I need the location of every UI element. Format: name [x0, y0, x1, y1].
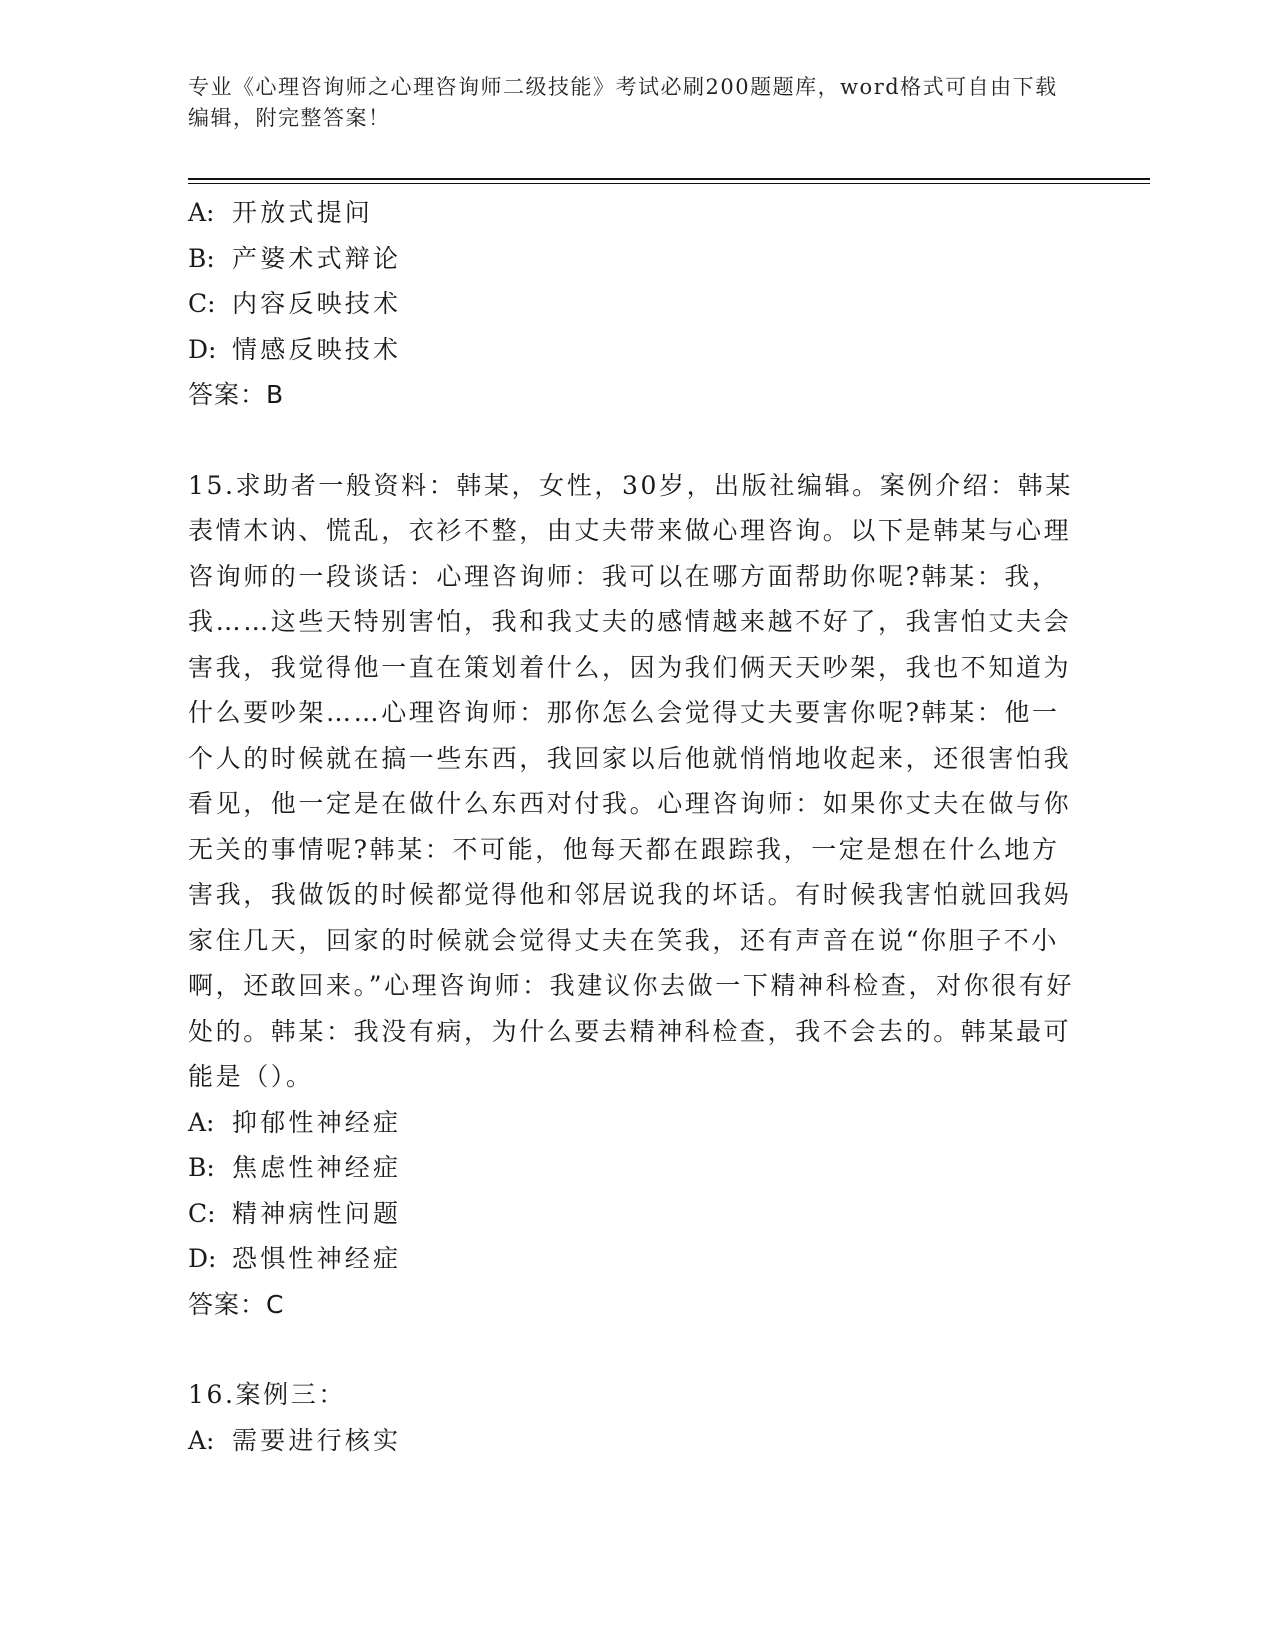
- option-text: 情感反映技术: [232, 334, 402, 364]
- option-label: C:: [188, 289, 216, 318]
- spacer: [188, 1327, 1078, 1372]
- option-a: [188, 1418, 1078, 1464]
- option-text: 恐惧性神经症: [232, 1244, 402, 1273]
- option-text: 需要进行核实: [232, 1425, 402, 1455]
- option-c: [188, 281, 1078, 327]
- option-a: [188, 1100, 1078, 1146]
- option-d: [188, 327, 1078, 373]
- option-text: 内容反映技术: [232, 289, 402, 318]
- option-text: 焦虑性神经症: [232, 1153, 402, 1182]
- question-stem: 15.求助者一般资料：韩某，女性，30岁，出版社编辑。案例介绍：韩某表情木讷、慌乱，衣衫不整，由丈夫带来做心理咨询。以下是韩某与心理咨询师的一段谈话：心理咨询师：我可以在哪方面帮助你呢?韩某：我，我……这些天特别害怕，我和我丈夫的感情越来越不好了，我害怕丈夫会害我，我觉得他一直在策划着什么，因为我们俩天天吵架，我也不知道为什么要吵架……心理咨询师：那你怎么会觉得丈夫要害你呢?韩某：他一个人的时候就在搞一些东西，我回家以后他就悄悄地收起来，还很害怕我看见，他一定是在做什么东西对付我。心理咨询师：如果你丈夫在做与你无关的事情呢?韩某：不可能，他每天都在跟踪我，一定是想在什么地方害我，我做饭的时候都觉得他和邻居说我的坏话。有时候我害怕就回我妈家住几天，回家的时候就会觉得丈夫在笑我，还有声音在说“你胆子不小啊，还敢回来。”心理咨询师：我建议你去做一下精神科检查，对你很有好处的。韩某：我没有病，为什么要去精神科检查，我不会去的。韩某最可能是（）。: [188, 470, 1075, 1091]
- option-d: [188, 1236, 1078, 1282]
- option-label: A:: [188, 198, 215, 227]
- option-label: A:: [188, 1425, 215, 1455]
- option-text: 抑郁性神经症: [232, 1107, 402, 1137]
- option-a: [188, 190, 1078, 236]
- answer-line: 答案：B: [188, 380, 285, 409]
- question-content: [188, 190, 1078, 1463]
- option-text: 精神病性问题: [232, 1198, 402, 1228]
- header-divider-thin: [188, 183, 1150, 184]
- option-label: C:: [188, 1198, 216, 1228]
- option-label: A:: [188, 1107, 215, 1137]
- option-c: [188, 1191, 1078, 1237]
- option-text: 产婆术式辩论: [232, 243, 402, 273]
- option-b: [188, 1145, 1078, 1191]
- question-14: [188, 190, 1078, 418]
- option-label: B:: [188, 243, 215, 273]
- option-b: [188, 236, 1078, 282]
- option-label: B:: [188, 1153, 215, 1182]
- header-divider-thick: [188, 178, 1150, 180]
- answer-line: 答案：C: [188, 1289, 285, 1319]
- document-header: 专业《心理咨询师之心理咨询师二级技能》考试必刷200题题库，word格式可自由下载编辑，附完整答案！: [188, 75, 1058, 130]
- option-text: 开放式提问: [232, 198, 374, 227]
- question-15: [188, 463, 1078, 1328]
- question-16: [188, 1372, 1078, 1463]
- option-label: D:: [188, 334, 217, 364]
- spacer: [188, 418, 1078, 463]
- option-label: D:: [188, 1244, 217, 1273]
- question-stem: 16.案例三：: [188, 1380, 346, 1409]
